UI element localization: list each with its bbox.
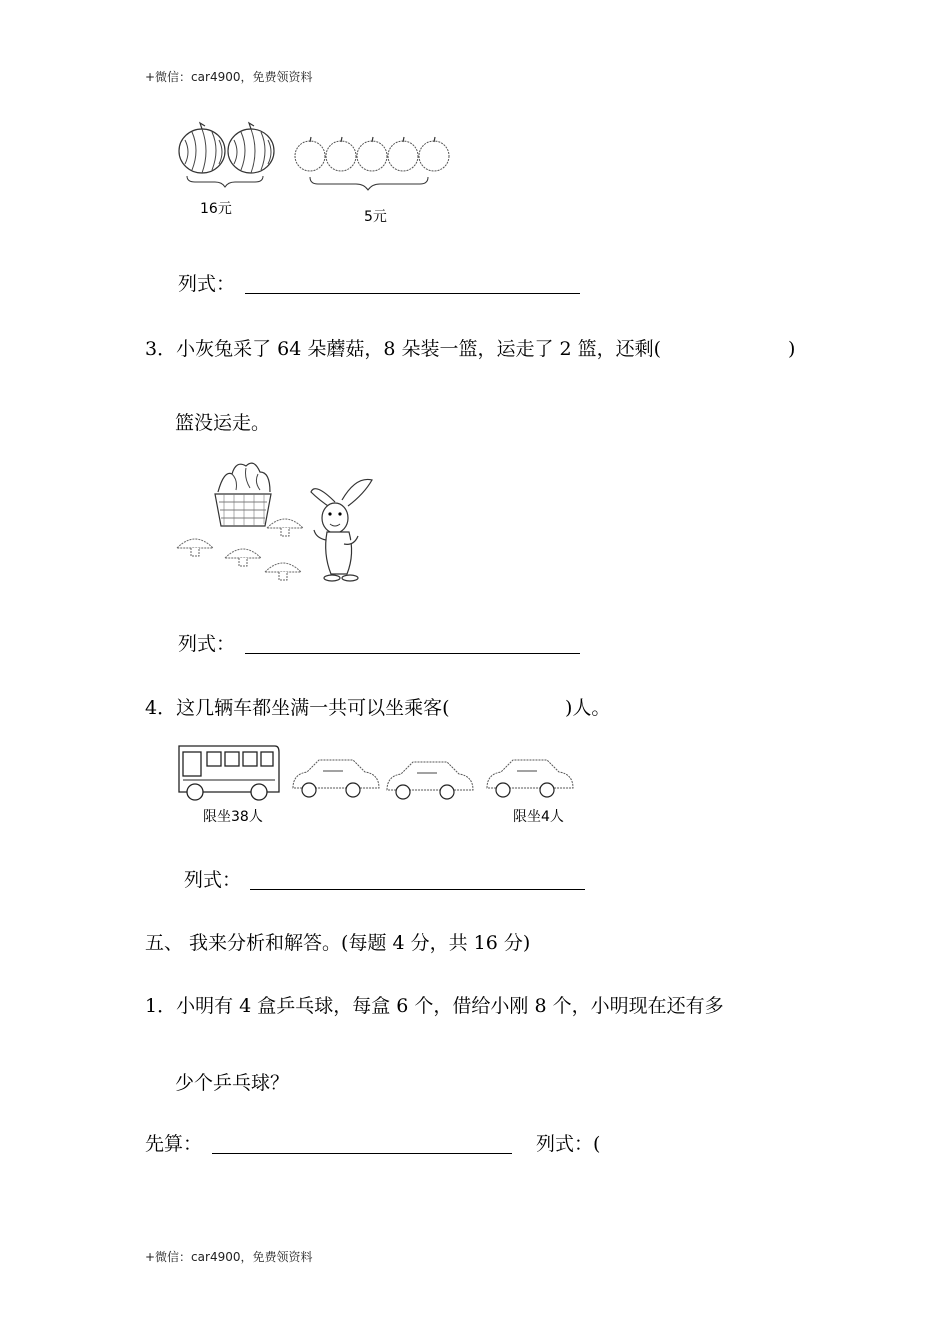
q4-question-suffix: )人。 (565, 697, 611, 719)
apples-illustration (292, 135, 454, 205)
section-five-title: 五、 我来分析和解答。(每题 4 分，共 16 分) (145, 932, 531, 954)
apple-price-label: 5元 (364, 209, 387, 225)
footer-watermark: +微信：car4900，免费领资料 (145, 1250, 313, 1264)
q3-formula-label: 列式： (178, 633, 236, 655)
vehicles-illustration (173, 740, 583, 804)
q2-formula-blank[interactable] (245, 293, 580, 294)
bus-capacity-label: 限坐38人 (203, 809, 263, 825)
q5-1-formula-label: 列式：( (536, 1133, 601, 1155)
q2-formula-label: 列式： (178, 273, 236, 295)
q4-formula-label: 列式： (184, 869, 242, 891)
q3-formula-blank[interactable] (245, 653, 580, 654)
q3-question-line2: 篮没运走。 (175, 412, 271, 434)
first-calc-label: 先算： (145, 1133, 203, 1155)
q3-question-line1: 3．小灰兔采了 64 朵蘑菇，8 朵装一篮，运走了 2 篮，还剩( (145, 338, 662, 360)
q5-1-question-line1: 1．小明有 4 盒乒乓球，每盒 6 个，借给小刚 8 个，小明现在还有多 (145, 995, 724, 1017)
q5-1-question-line2: 少个乒乓球？ (175, 1072, 290, 1094)
car-capacity-label: 限坐4人 (513, 809, 564, 825)
q4-question-text: 4．这几辆车都坐满一共可以坐乘客( (145, 697, 450, 719)
watermelon-illustration (175, 118, 285, 188)
q4-formula-blank[interactable] (250, 889, 585, 890)
header-watermark: +微信：car4900，免费领资料 (145, 70, 313, 84)
basket-mushrooms-rabbit-illustration (172, 456, 382, 586)
first-calc-blank[interactable] (212, 1153, 512, 1154)
watermelon-price-label: 16元 (200, 201, 232, 217)
q3-answer-close-paren: ) (788, 338, 796, 360)
